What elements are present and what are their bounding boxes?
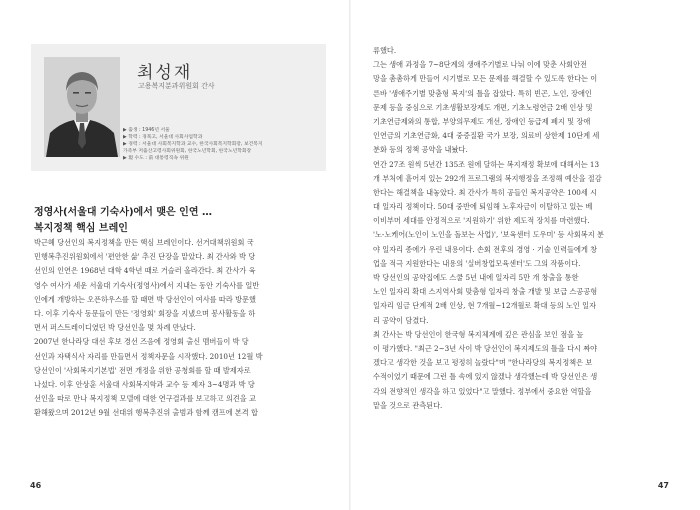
body-line: 최 간사는 박 당선인이 한국형 복지체계에 깊은 관심을 보인 점을 높 — [373, 329, 584, 339]
body-line: 겠다고 생각한 것을 보고 평정히 놀랐다"며 "한나라당의 복지정책은 보 — [373, 358, 593, 368]
body-line: 당선인이 '사회복지기본법' 전면 개정을 위한 공청회를 할 때 발제자로 — [34, 365, 251, 375]
profile-bio — [123, 127, 323, 162]
bio-line: ▶ 학력 : 경북고, 서울대 사회사업학과 — [123, 135, 203, 140]
body-line: 이 평가했다. "최근 2~3년 사이 박 당선인이 복지제도의 틀을 다시 짜야 — [373, 343, 598, 353]
body-line: 망을 촘촘하게 만들어 시기별로 모든 문제를 해결할 수 있도록 한다는 이 — [373, 74, 598, 84]
body-line: 박근혜 당선인의 복지정책을 만든 핵심 브레인이다. 선거대책위원회 국 — [34, 238, 254, 247]
body-line: 류했다. — [373, 46, 397, 55]
profile-name: 최성재 — [137, 63, 193, 83]
page-number-left: 46 — [30, 481, 42, 490]
body-line: 환해왔으며 2012년 9월 선대위 행복추진위 출범과 함께 캠프에 본격 합 — [34, 408, 258, 418]
body-line: 기초연금제와의 통합, 부양의무제도 개선, 장애인 등급제 폐지 및 장애 — [373, 116, 591, 126]
body-line: 문제 등을 중심으로 기초생활보장제도 개편, 기초노령연금 2배 인상 및 — [373, 102, 593, 112]
body-line: 선인을 따로 만나 복지정책 모델에 대한 연구결과를 보고하고 의견을 교 — [34, 394, 256, 404]
body-line: 2007년 한나라당 대선 후보 경선 즈음에 정영회 출신 멤버들이 박 당 — [34, 337, 249, 347]
body-line: 한다는 해결책을 내놓았다. 최 간사가 특히 공들인 복지공약은 100세 시 — [373, 187, 598, 197]
body-line: 영수 여사가 세운 서울대 기숙사(정영사)에서 지내는 동안 기숙사를 일반 — [34, 280, 260, 290]
body-line: 리 공약이 담겼다. — [373, 315, 429, 325]
left-page — [0, 0, 349, 510]
right-body-text — [373, 44, 658, 413]
body-line: 업을 적극 지원한다는 내용의 '실버창업모육센터'도 그의 작품이다. — [373, 258, 581, 268]
body-line: 연간 27조 원씩 5년간 135조 원에 달하는 복지재정 확보에 대해서는 13 — [373, 159, 600, 169]
body-line: 야 일자리 종에가 우린 내용이다. 손회 전후의 경영 · 기술 인력들에게 창 — [373, 244, 598, 254]
body-line: 노인 일자리 확대 스지역사회 맞춤형 일자리 창출 개발 및 보급 스공공형 — [373, 287, 598, 297]
body-line: 각의 전향적인 생각을 하고 있었다"고 말했다. 정부에서 중요한 역할을 — [373, 386, 592, 396]
body-line: 인에게 개방하는 오픈하우스를 할 때면 박 당선인이 여사를 따라 방문했 — [34, 294, 256, 304]
page-number-right: 47 — [657, 481, 669, 490]
body-line: 그는 생애 과정을 7~8단계의 생애주기별로 나눠 이에 맞춘 사회안전 — [373, 60, 587, 70]
right-page — [351, 0, 700, 510]
body-line: 분화 등의 정책 공약을 내놨다. — [373, 145, 468, 155]
left-body-text — [34, 236, 304, 420]
profile-role: 고용복지분과위원회 간사 — [138, 82, 215, 90]
bio-line: ▶ 現 수도 : 前 대통령직속 위원 — [123, 156, 189, 161]
body-line: 맡을 것으로 관측된다. — [373, 400, 443, 410]
body-line: 민행복추진위원회에서 '편안한 삶' 추진 단장을 맡았다. 최 간사와 박 당 — [34, 252, 256, 262]
body-line: 박 당선인의 공약집에도 스쿨 5년 내에 일자리 5만 개 창출을 통한 — [373, 273, 579, 282]
headline-line: 복지정책 핵심 브레인 — [34, 223, 128, 234]
portrait-photo — [44, 57, 120, 157]
body-line: 면서 퍼스트레이디였던 박 당선인을 몇 차례 만났다. — [34, 323, 196, 333]
body-line: 개 부처에 흩어져 있는 292개 프로그램의 복지행정을 조정해 예산을 절감 — [373, 173, 602, 183]
body-line: 인연금의 기초연금화, 4대 중증질환 국가 보장, 의료비 상한제 10단계 세 — [373, 131, 600, 141]
body-line: 일자리 임금 단계적 2배 인상, 현 7개월~12개월로 확대 등의 노인 일자 — [373, 301, 597, 311]
body-line: 선인의 인연은 1968년 대학 4학년 때로 거슬러 올라간다. 최 간사가 육 — [34, 266, 256, 276]
headline-line: 정영사(서울대 기숙사)에서 맺은 인연 … — [34, 207, 212, 218]
bio-line: 가족부 저출산고령사회위원회, 한국노년학회, 한국노년학회장 — [123, 149, 252, 154]
body-line: 른바 '생애주기별 맞춤형 복지'의 틀을 잡았다. 특히 빈곤, 노인, 장애인 — [373, 88, 592, 98]
body-line: 수적이었기 때문에 그런 틀 속에 있지 않겠나 생각했는데 박 당선인은 생 — [373, 372, 598, 382]
body-line: '노-노케어(노인이 노인을 돌보는 사업)', '보육센터 도우미' 등 사회복지 분 — [373, 230, 604, 240]
body-line: 이비부머 세대를 안정적으로 '지원하기' 위한 제도적 장치를 마련했다. — [373, 216, 590, 226]
portrait-image — [44, 57, 120, 157]
body-line: 나섰다. 이후 안상훈 서울대 사회복지학과 교수 등 제자 3~4명과 박 당 — [34, 379, 255, 389]
article-headline — [34, 205, 212, 237]
bio-line: ▶ 출생 : 1946년 서울 — [123, 128, 170, 133]
body-line: 선인과 자택식사 자리를 만들면서 정책자문을 시작했다. 2010년 12월 박 — [34, 351, 263, 361]
body-line: 대 일자리 정책이다. 50대 중반에 퇴임해 노후자금이 이탈하고 있는 베 — [373, 202, 593, 212]
bio-line: ▶ 경력 : 서울대 사회복지학과 교수, 한국사회복지학회장, 보건복지 — [123, 142, 263, 147]
body-line: 다. 이후 기숙사 동문들이 만든 '정영회' 회장을 지냈으며 봉사활동을 하 — [34, 308, 256, 318]
